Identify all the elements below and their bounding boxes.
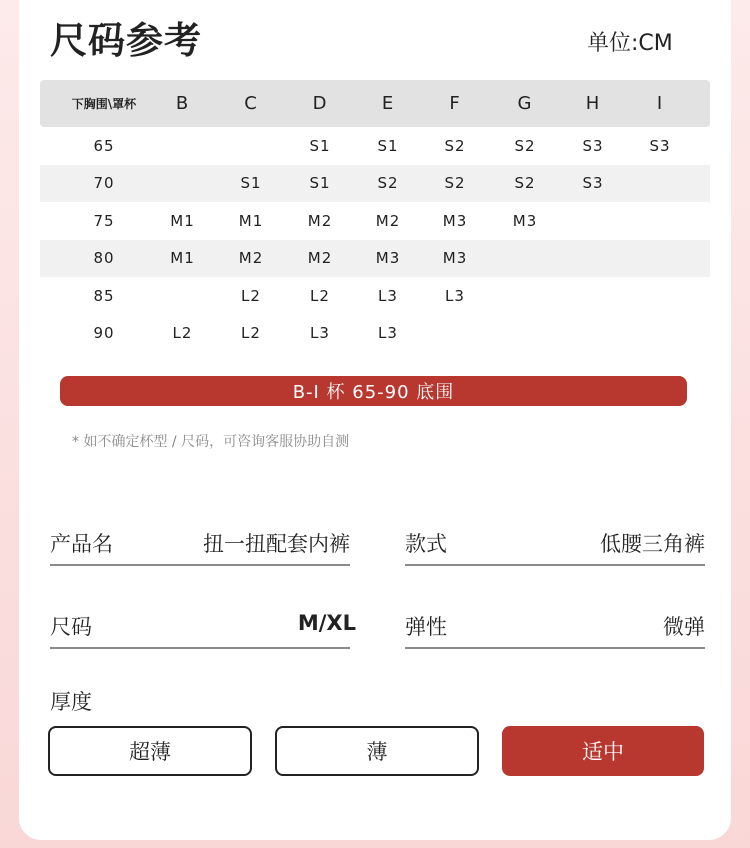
cup-header: H — [585, 93, 601, 114]
size-cell: L3 — [445, 286, 465, 305]
size-cell — [558, 240, 628, 278]
spec-value: 低腰三角裤 — [600, 532, 705, 556]
size-cell — [215, 127, 287, 165]
table-row — [40, 277, 710, 315]
size-cell: M2 — [307, 249, 333, 268]
cup-header: C — [244, 93, 258, 114]
size-cell: M3 — [512, 211, 538, 230]
band-cell: 70 — [93, 174, 115, 193]
cup-header: D — [312, 93, 328, 114]
cup-header: E — [381, 93, 395, 114]
size-cell — [490, 277, 560, 315]
size-cell: L3 — [310, 324, 330, 343]
size-cell — [625, 165, 695, 203]
size-cell: S3 — [582, 174, 604, 193]
size-cell: M3 — [442, 249, 468, 268]
size-help-footnote: * 如不确定杯型 / 尺码，可咨询客服协助自测 — [72, 434, 350, 450]
size-cell: S1 — [309, 174, 331, 193]
size-range-banner: B-I 杯 65-90 底围 — [60, 376, 687, 406]
size-cell — [420, 315, 490, 353]
spec-product-name — [50, 510, 350, 566]
size-cell — [558, 315, 628, 353]
spec-label: 弹性 — [405, 615, 447, 639]
size-cell: L3 — [378, 286, 398, 305]
spec-value: 扭一扭配套内裤 — [203, 532, 350, 556]
size-cell — [558, 202, 628, 240]
size-cell — [625, 240, 695, 278]
spec-style — [405, 510, 705, 566]
size-cell — [490, 315, 560, 353]
size-cell: M1 — [170, 249, 195, 268]
cup-header: G — [517, 93, 533, 114]
size-cell: M1 — [170, 211, 195, 230]
spec-label: 尺码 — [50, 615, 92, 639]
size-cell: L3 — [378, 324, 398, 343]
size-cell: S2 — [514, 136, 536, 155]
size-cell: S1 — [240, 174, 262, 193]
size-cell — [558, 277, 628, 315]
size-cell: S3 — [582, 136, 604, 155]
thickness-option-medium[interactable]: 适中 — [502, 726, 704, 776]
table-row — [40, 315, 710, 353]
size-cell: L2 — [310, 286, 330, 305]
table-row — [40, 127, 710, 165]
thickness-label: 厚度 — [50, 690, 92, 714]
spec-label: 款式 — [405, 532, 447, 556]
band-cell: 65 — [93, 136, 115, 155]
table-header-row — [40, 80, 710, 127]
size-cell: M2 — [307, 211, 333, 230]
spec-size — [50, 593, 356, 649]
table-row — [40, 202, 710, 240]
size-cell: S2 — [444, 136, 466, 155]
size-cell: S1 — [309, 136, 331, 155]
spec-value: M/XL — [297, 611, 356, 635]
thickness-option-ultra-thin[interactable]: 超薄 — [48, 726, 252, 776]
size-cell — [625, 315, 695, 353]
band-cell: 75 — [93, 211, 115, 230]
size-cell: L2 — [241, 286, 261, 305]
size-cell: M3 — [442, 211, 468, 230]
size-cell: M3 — [375, 249, 401, 268]
spec-elasticity — [405, 593, 705, 649]
size-cell — [625, 277, 695, 315]
size-cell — [145, 277, 220, 315]
size-cell: S2 — [444, 174, 466, 193]
cup-header: I — [656, 93, 664, 114]
size-cell — [490, 240, 560, 278]
cup-header: F — [449, 93, 461, 114]
size-cell: M2 — [238, 249, 264, 268]
size-cell — [145, 165, 220, 203]
table-row — [40, 240, 710, 278]
spec-value: 微弹 — [663, 615, 705, 639]
table-corner-label: 下胸围\罩杯 — [71, 97, 137, 111]
size-cell: L2 — [241, 324, 261, 343]
band-cell: 90 — [93, 324, 115, 343]
page-title: 尺码参考 — [50, 19, 202, 62]
band-cell: 85 — [93, 286, 115, 305]
unit-label: 单位:CM — [587, 31, 673, 56]
cup-header: B — [175, 93, 190, 114]
band-cell: 80 — [93, 249, 115, 268]
size-cell: S3 — [649, 136, 671, 155]
size-cell — [625, 202, 695, 240]
table-row — [40, 165, 710, 203]
spec-label: 产品名 — [50, 532, 113, 556]
size-cell: M1 — [238, 211, 264, 230]
size-cell: S2 — [377, 174, 399, 193]
size-cell — [145, 127, 220, 165]
thickness-option-thin[interactable]: 薄 — [275, 726, 479, 776]
size-cell: L2 — [172, 324, 193, 343]
size-table — [40, 80, 710, 352]
size-cell: M2 — [375, 211, 401, 230]
size-cell: S2 — [514, 174, 536, 193]
size-cell: S1 — [377, 136, 399, 155]
